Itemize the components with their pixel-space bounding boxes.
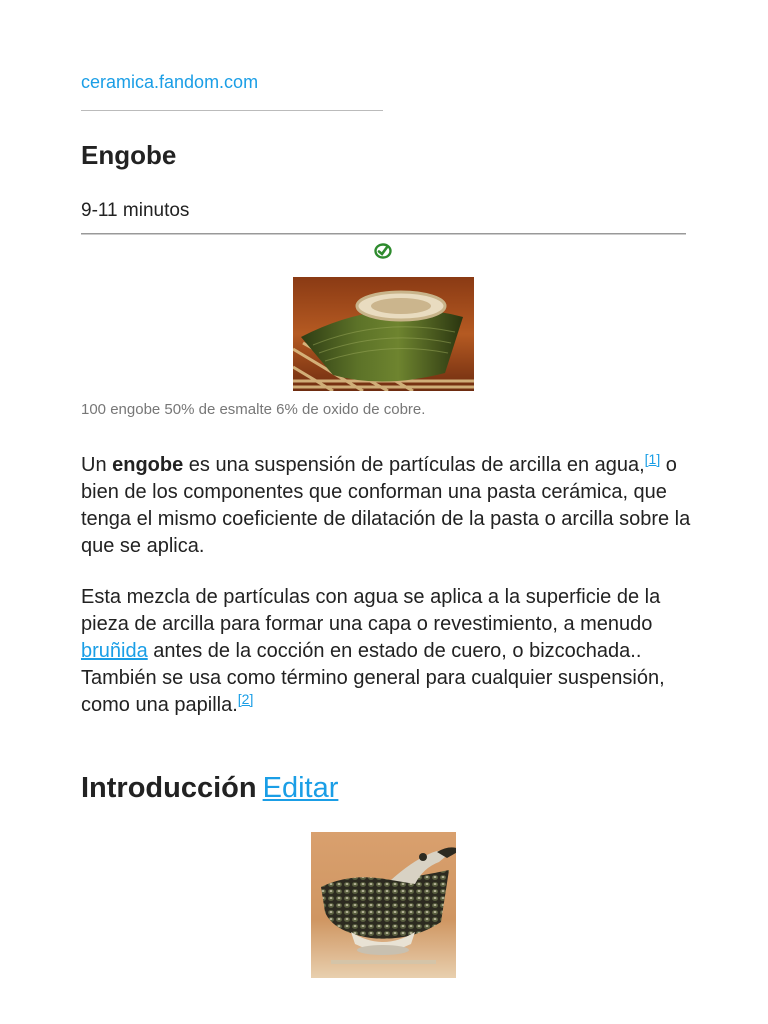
- reference-1-link[interactable]: [1]: [644, 451, 661, 467]
- paragraph-2: Esta mezcla de partículas con agua se aplica a la superficie de la pieza de arcilla para formar una capa o revestimiento, a menudo bruñida antes de la cocción en estado de cuero, o bizcochada.. También se usa como término general para cualquier suspensión, como una papilla.[2]: [81, 586, 665, 716]
- article-title: Engobe: [81, 140, 177, 170]
- read-time: 9-11 minutos: [81, 200, 190, 221]
- divider-long: [81, 233, 686, 235]
- green-bowl-photo: [293, 277, 474, 391]
- figure-caption: 100 engobe 50% de esmalte 6% de oxido de cobre.: [81, 401, 426, 418]
- edit-link[interactable]: Editar: [262, 772, 339, 804]
- section-heading: Introducción Editar: [81, 772, 339, 804]
- green-check-badge-icon: [374, 243, 392, 259]
- paragraph-1: Un engobe es una suspensión de partículas de arcilla en agua,[1] o bien de los componentes que conforman una pasta cerámica, que tenga el mismo coeficiente de dilatación de la pasta o arcilla sobre la que se aplica.: [81, 451, 691, 557]
- bird-vessel-photo: [311, 832, 456, 978]
- brunida-link[interactable]: bruñida: [81, 640, 148, 662]
- divider-short: [81, 110, 383, 111]
- source-link[interactable]: ceramica.fandom.com: [81, 72, 259, 92]
- reference-2-link[interactable]: [2]: [237, 691, 254, 707]
- bold-term: engobe: [112, 454, 184, 476]
